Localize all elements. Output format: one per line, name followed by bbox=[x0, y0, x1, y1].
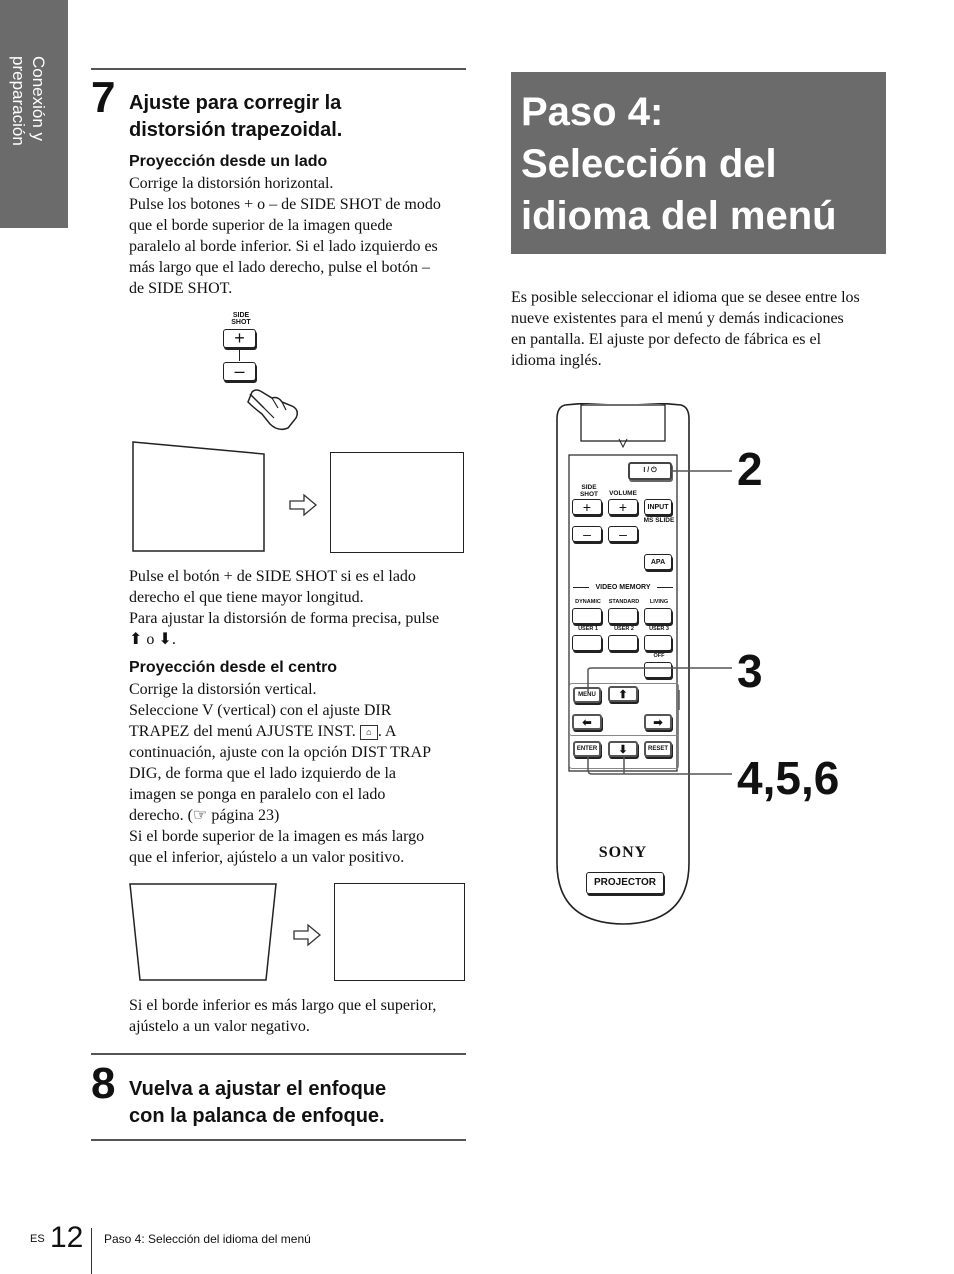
step8-rule-bottom bbox=[91, 1139, 466, 1141]
remote-video-memory-label: VIDEO MEMORY bbox=[595, 584, 651, 591]
intro-paragraph: Es posible seleccionar el idioma que se desee entre los nueve existentes para el menú y demás indicaciones en pantalla. El ajuste por defecto de fábrica es el idioma inglés. bbox=[511, 289, 860, 369]
remote-standard-label: STANDARD bbox=[608, 599, 640, 605]
step7-sub1: Proyección desde un lado bbox=[129, 153, 328, 170]
step7-para3b: . A bbox=[377, 723, 397, 740]
side-shot-label: SIDE SHOT bbox=[231, 312, 251, 326]
remote-dynamic-label: DYNAMIC bbox=[575, 599, 601, 605]
step7-heading: Ajuste para corregir la distorsión trapezoidal. bbox=[129, 92, 343, 141]
callout-3: 3 bbox=[737, 645, 763, 697]
side-shot-plus-icon: + bbox=[223, 329, 256, 348]
step7-number: 7 bbox=[91, 73, 116, 122]
remote-volume-plus[interactable]: + bbox=[608, 499, 638, 515]
footer-page-number: 12 bbox=[50, 1221, 84, 1254]
remote-apa-button[interactable]: APA bbox=[644, 554, 672, 570]
remote-side-shot-plus[interactable]: + bbox=[572, 499, 602, 515]
footer-divider bbox=[91, 1228, 92, 1274]
remote-user3-label: USER 3 bbox=[649, 626, 669, 632]
menu-setup-icon: ⌂ bbox=[360, 725, 378, 740]
arrow-up-icon: ⬆ bbox=[129, 631, 143, 648]
keystone-vertical-after bbox=[334, 883, 465, 981]
remote-down-button[interactable]: ⬇ bbox=[608, 741, 638, 757]
arrow-right-icon bbox=[292, 923, 322, 947]
arrow-right-icon bbox=[288, 493, 318, 517]
footer-lang: ES bbox=[30, 1233, 45, 1245]
remote-volume-label: VOLUME bbox=[609, 490, 637, 497]
keystone-horizontal-after bbox=[330, 452, 464, 553]
section-title-box bbox=[511, 72, 886, 254]
remote-ms-slide-label: MS SLIDE bbox=[643, 517, 675, 524]
remote-left-button[interactable]: ⬅ bbox=[572, 714, 602, 730]
hand-pointer-icon bbox=[244, 388, 304, 436]
step8-heading: Vuelva a ajustar el enfoque con la palanca de enfoque. bbox=[129, 1078, 387, 1127]
chapter-tab bbox=[0, 0, 68, 228]
remote-power-button[interactable]: I / ⏻ bbox=[628, 462, 672, 480]
remote-side-shot-label: SIDE SHOT bbox=[579, 484, 599, 498]
remote-model-label: PROJECTOR bbox=[586, 872, 664, 894]
remote-menu-button[interactable]: MENU bbox=[573, 687, 601, 703]
step7-para2-text: Pulse el botón + de SIDE SHOT si es el lado derecho el que tiene mayor longitud. Para ajustar la distorsión de forma precisa, pulse bbox=[129, 568, 440, 627]
remote-right-button[interactable]: ➡ bbox=[644, 714, 672, 730]
step7-sub2: Proyección desde el centro bbox=[129, 659, 338, 676]
step7-para4: Si el borde inferior es más largo que el superior, ajústelo a un valor negativo. bbox=[129, 997, 437, 1035]
remote-reset-button[interactable]: RESET bbox=[644, 741, 672, 757]
remote-side-shot-minus[interactable]: – bbox=[572, 526, 602, 542]
step7-para1: Corrige la distorsión horizontal. Pulse los botones + o – de SIDE SHOT de modo que el borde superior de la imagen quede paralelo al borde inferior. Si el lado izquierdo es más largo que el lado derecho, pulse el botón – de SIDE SHOT. bbox=[129, 175, 441, 297]
footer-section: Paso 4: Selección del idioma del menú bbox=[104, 1232, 311, 1246]
callout-lines bbox=[560, 440, 740, 780]
step8-number: 8 bbox=[91, 1059, 116, 1108]
remote-input-button[interactable]: INPUT bbox=[644, 499, 672, 515]
remote-off-label: OFF bbox=[653, 653, 665, 659]
section-title: Paso 4: Selección del idioma del menú bbox=[521, 90, 837, 238]
remote-brand-logo: SONY bbox=[598, 844, 648, 861]
keystone-vertical-before bbox=[128, 882, 278, 982]
step7-page-ref: página 23) bbox=[211, 807, 280, 824]
remote-up-button[interactable]: ⬆ bbox=[608, 686, 638, 702]
step7-para2-or: o bbox=[146, 631, 155, 648]
remote-user1-label: USER 1 bbox=[578, 626, 598, 632]
remote-user2-label: USER 2 bbox=[614, 626, 634, 632]
reference-icon: ☞ bbox=[192, 807, 208, 824]
step7-rule bbox=[91, 68, 466, 70]
step8-rule-top bbox=[91, 1053, 466, 1055]
step7-para3a: Corrige la distorsión vertical. Seleccione V (vertical) con el ajuste DIR TRAPEZ del menú AJUSTE INST. bbox=[129, 681, 392, 740]
side-shot-minus-icon: – bbox=[223, 362, 256, 381]
callout-2: 2 bbox=[737, 443, 763, 495]
remote-enter-button[interactable]: ENTER bbox=[573, 741, 601, 757]
callout-456: 4,5,6 bbox=[737, 752, 840, 804]
step7-para2: Pulse el botón + de SIDE SHOT si es el lado derecho el que tiene mayor longitud. Para ajustar la distorsión de forma precisa, pulse ⬆ o ⬇. bbox=[129, 568, 440, 648]
side-shot-illustration bbox=[218, 312, 308, 432]
remote-living-label: LIVING bbox=[649, 599, 669, 605]
step7-para3d: Si el borde superior de la imagen es más largo que el inferior, ajústelo a un valor positivo. bbox=[129, 828, 425, 866]
remote-volume-minus[interactable]: – bbox=[608, 526, 638, 542]
keystone-horizontal-before bbox=[131, 440, 267, 554]
step7-para3 bbox=[129, 679, 474, 868]
arrow-down-icon: ⬇ bbox=[158, 631, 172, 648]
chapter-tab-label: Conexión y preparación bbox=[9, 56, 48, 146]
step7-para3c: continuación, ajuste con la opción DIST TRAP DIG, de forma que el lado izquierdo de la imagen se ponga en paralelo con el lado derecho. ( bbox=[129, 744, 432, 824]
